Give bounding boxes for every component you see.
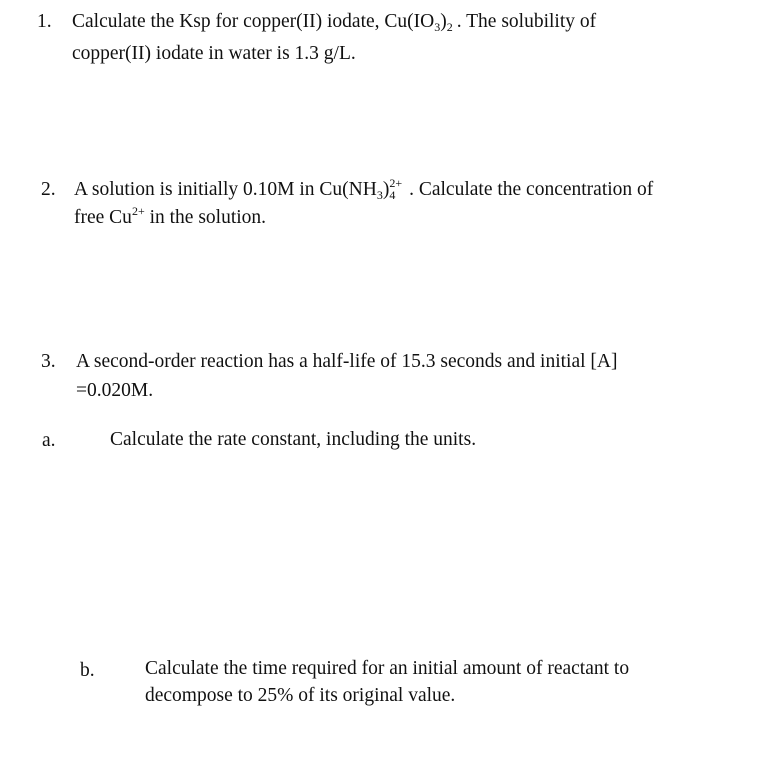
sub-question-label: b.	[80, 660, 95, 681]
question-number: 1.	[37, 11, 52, 32]
question-text-line-2: copper(II) iodate in water is 1.3 g/L.	[72, 43, 356, 64]
sub-question-text-line-1: Calculate the time required for an initial amount of reactant to	[145, 658, 630, 679]
question-text-line-1: A solution is initially 0.10M in $Cu(NH_3)_4^{2+}$ . Calculate the concentration of	[74, 176, 654, 202]
question-text-line-2: free $Cu^{2+}$ in the solution.	[74, 204, 267, 228]
question-text-line-1: Calculate the Ksp for copper(II) iodate, $Cu(IO_3)_2$ . The solubility of	[72, 11, 597, 34]
question-number: 2.	[41, 179, 56, 200]
question-number: 3.	[41, 351, 56, 372]
sub-question-text: Calculate the rate constant, including the units.	[110, 429, 477, 450]
question-text-line-2: =0.020M.	[76, 380, 154, 401]
question-text-line-1: A second-order reaction has a half-life of 15.3 seconds and initial [A]	[76, 351, 618, 372]
sub-question-text-line-2: decompose to 25% of its original value.	[145, 685, 456, 706]
sub-question-label: a.	[42, 430, 56, 451]
